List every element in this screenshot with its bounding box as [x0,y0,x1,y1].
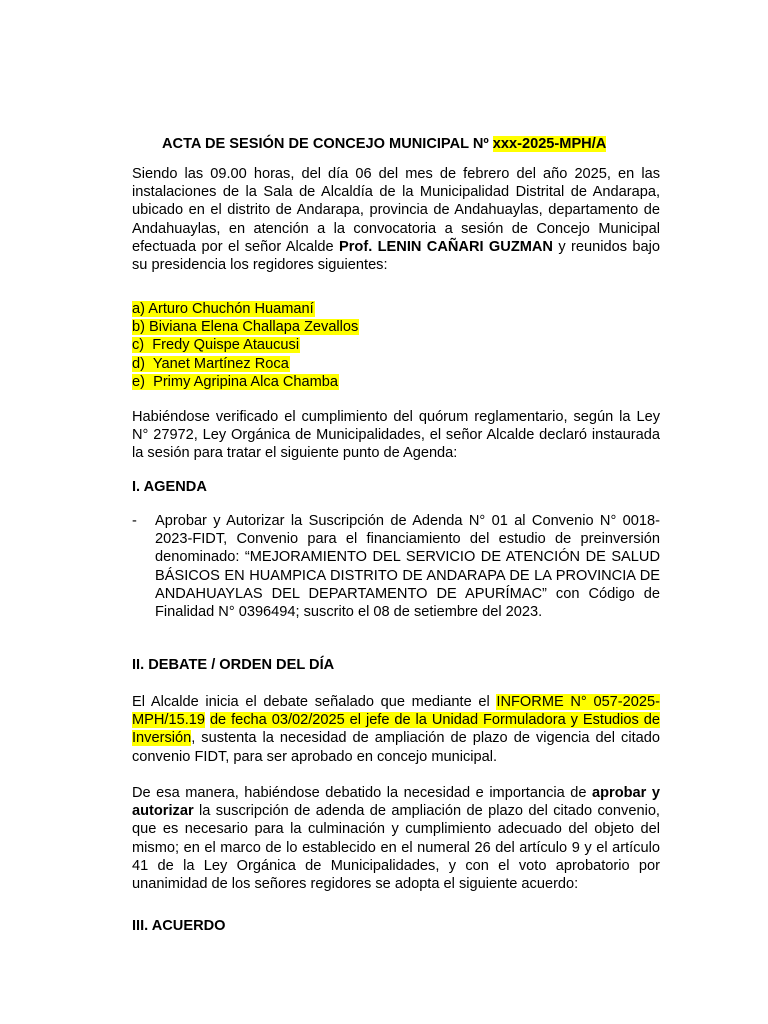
section-heading-debate: II. DEBATE / ORDEN DEL DÍA [132,657,335,673]
title-text: ACTA DE SESIÓN DE CONCEJO MUNICIPAL Nº [162,136,493,152]
intro-part1: Siendo las 09.00 horas, del día 06 del mes de febrero del año 2025, en las instalaciones de la Sala de Alcaldía de la Municipalidad Distrital de Andarapa, ubicado en el distrito de Andarapa, provincia de Andahuaylas, departamento de Andahuaylas, en atención a la convocatoria a sesión de Concejo Municipal efectuada por el señor Alcalde [132,166,660,255]
section-heading-agenda: I. AGENDA [132,479,207,495]
informe-date: de fecha 03/02/2025 el jefe de la Unidad Formuladora y Estudios de Inversión [132,712,660,747]
document-title [162,135,606,153]
list-item: c) Fredy Quispe Ataucusi [132,337,300,354]
debate-conclusion-paragraph: De esa manera, habiéndose debatido la necesidad e importancia de aprobar y autorizar la suscripción de adenda de ampliación de plazo del citado convenio, que es necesario para la culminación y cumplimiento adecuado del objeto del mismo; en el marco de lo establecido en el numeral 26 del artículo 9 y el artículo 41 de la Ley Orgánica de Municipalidades, y con el voto aprobatorio por unanimidad de los señores regidores se adopta el siguiente acuerdo: [132,785,660,893]
debate-paragraph: El Alcalde inicia el debate señalado que mediante el INFORME N° 057-2025-MPH/15.19 de fecha 03/02/2025 el jefe de la Unidad Formuladora y Estudios de Inversión, sustenta la necesidad de ampliación de plazo de vigencia del citado convenio FIDT, para ser aprobado en concejo municipal. [132,694,660,765]
section-heading-acuerdo: III. ACUERDO [132,918,226,934]
regidores-list [132,300,359,391]
approve-phrase: aprobar y autorizar [132,785,660,820]
agenda-item: Aprobar y Autorizar la Suscripción de Adenda N° 01 al Convenio N° 0018-2023-FIDT, Convenio para el financiamiento del estudio de preinversión denominado: “MEJORAMIENTO DEL SERVICIO DE ATENCIÓN DE SALUD BÁSICOS EN HUAMPICA DISTRITO DE ANDARAPA DE LA PROVINCIA DE ANDAHUAYLAS DEL DEPARTAMENTO DE APURÍMAC” con Código de Finalidad N° 0396494; suscrito el 08 de setiembre del 2023. [155,513,660,621]
list-item: a) Arturo Chuchón Huamaní [132,301,314,317]
intro-paragraph [132,165,660,274]
list-item: b) Biviana Elena Challapa Zevallos [132,319,359,336]
intro-part2: y reunidos bajo su presidencia los regidores siguientes: [132,238,660,274]
acta-number: xxx-2025-MPH/A [492,136,607,152]
quorum-paragraph: Habiéndose verificado el cumplimiento del quórum reglamentario, según la Ley N° 27972, Ley Orgánica de Municipalidades, el señor Alcalde declaró instaurada la sesión para tratar el siguiente punto de Agenda: [132,409,660,462]
list-item: d) Yanet Martínez Roca [132,355,289,372]
mayor-name: Prof. LENIN CAÑARI GUZMAN [339,238,553,255]
agenda-dash: - [132,513,137,529]
informe-reference: INFORME N° 057-2025-MPH/15.19 [132,694,660,729]
list-item: e) Primy Agripina Alca Chamba [132,373,339,390]
